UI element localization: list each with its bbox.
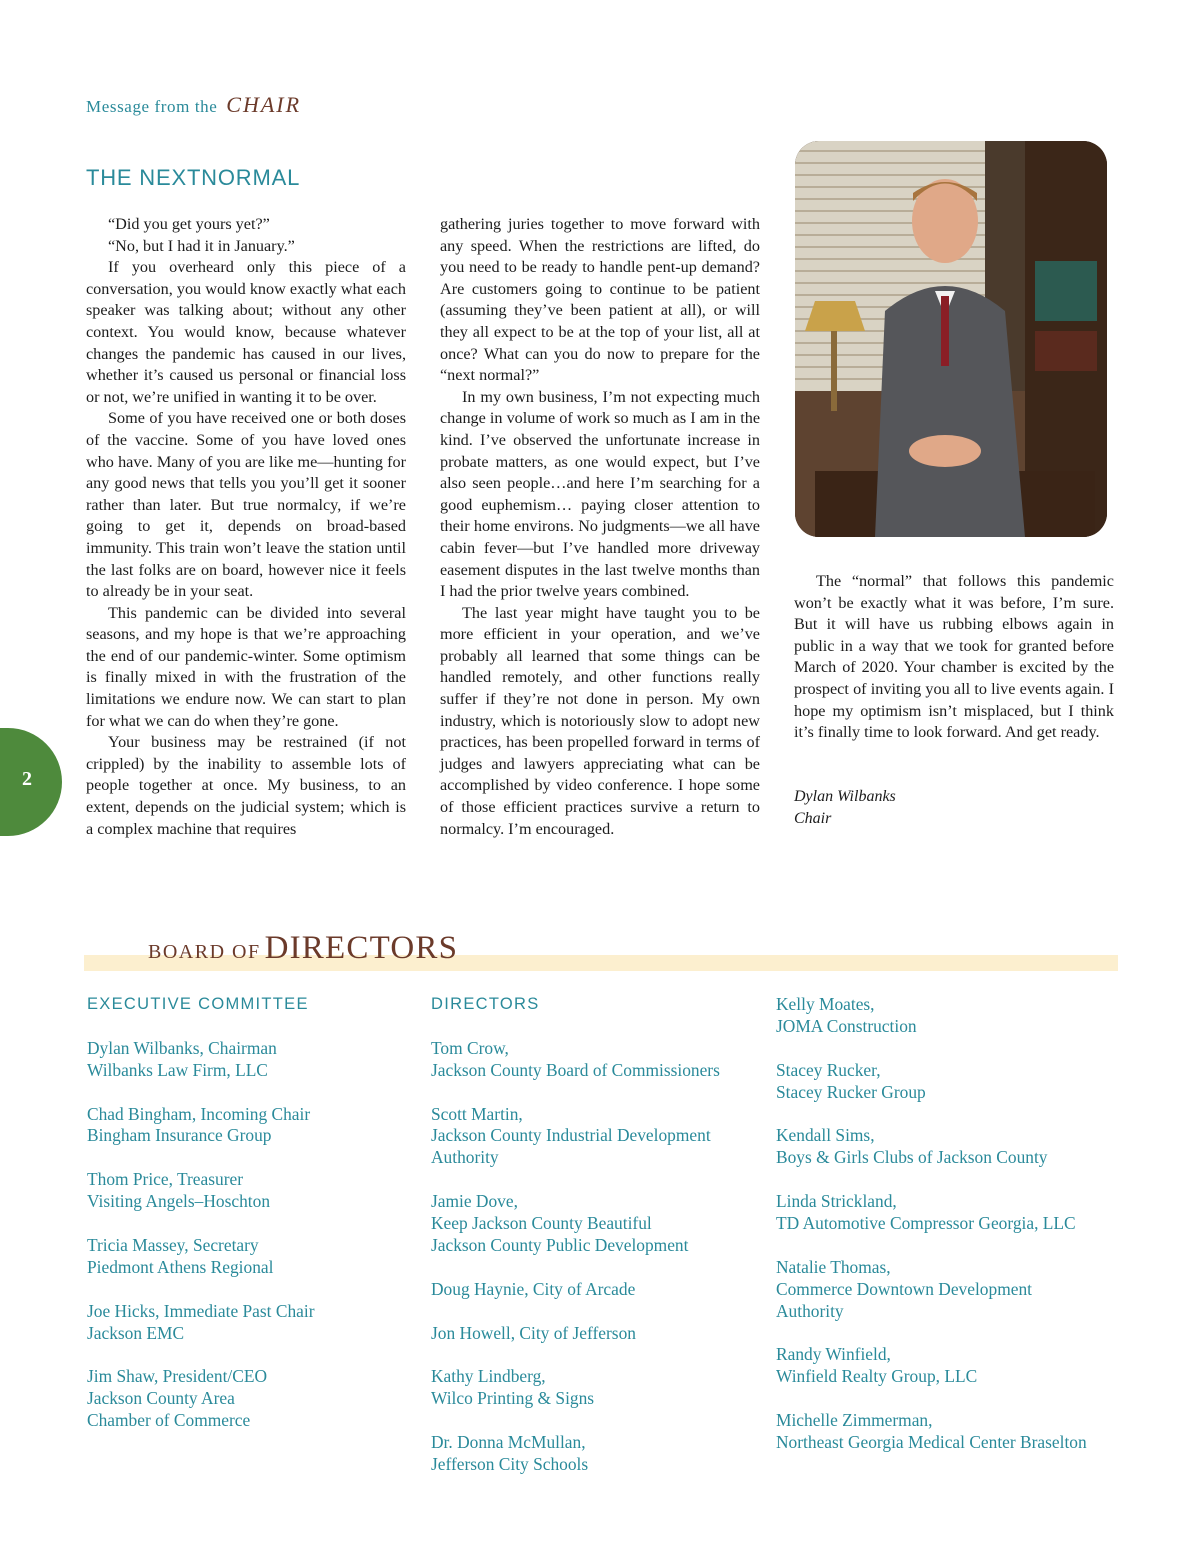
board-member-affiliation: Chamber of Commerce <box>87 1410 251 1431</box>
board-member-affiliation: Authority <box>431 1147 499 1168</box>
board-member-name: Dylan Wilbanks, Chairman <box>87 1037 277 1058</box>
header-prefix: Message from the <box>86 97 218 116</box>
paragraph: This pandemic can be divided into several seasons, and my hope is that we’re approaching the end of our pandemic-winter. Some optimism is finally mixed in with the frustration of the limitations we endure now. We can start to plan for what we can do when they’re gone. <box>86 603 406 730</box>
board-member-affiliation: Jefferson City Schools <box>431 1453 589 1474</box>
board-member-affiliation: Stacey Rucker Group <box>776 1081 926 1102</box>
board-member-entry <box>431 1038 771 1082</box>
board-member-name: Natalie Thomas, <box>776 1256 891 1277</box>
board-member-affiliation: TD Automotive Compressor Georgia, LLC <box>776 1213 1076 1234</box>
board-member-affiliation: Visiting Angels–Hoschton <box>87 1191 271 1212</box>
signature-title: Chair <box>794 809 832 827</box>
board-member-entry <box>431 1432 771 1476</box>
board-title-small: BOARD OF <box>148 941 261 963</box>
board-title <box>148 930 458 967</box>
executive-committee-list <box>87 1038 427 1432</box>
board-member-name: Scott Martin, <box>431 1103 523 1124</box>
board-member-entry <box>87 1235 427 1279</box>
board-member-affiliation: Jackson County Public Development <box>431 1234 689 1255</box>
board-member-affiliation: Winfield Realty Group, LLC <box>776 1366 978 1387</box>
section-header <box>86 92 301 118</box>
board-member-entry <box>431 1104 771 1170</box>
executive-committee-column <box>87 994 427 1454</box>
board-member-name: Tricia Massey, Secretary <box>87 1234 259 1255</box>
board-member-name: Randy Winfield, <box>776 1344 891 1365</box>
board-member-entry <box>87 1366 427 1432</box>
header-chair-word: CHAIR <box>226 92 302 117</box>
paragraph: The “normal” that follows this pandemic won’t be exactly what it was before, I’m sure. But it will have us rubbing elbows again in public in a way that we took for granted before March of 2020. Your chamber is excited by the prospect of inviting you all to live events again. I hope my optimism isn’t misplaced, but I think it’s finally time to look forward. And get ready. <box>794 572 1114 742</box>
directors-heading: DIRECTORS <box>431 995 540 1013</box>
paragraph: Some of you have received one or both doses of the vaccine. Some of you have loved ones who have. Many of you are like me—hunting for any good news that tells you you’ll get it sooner rather than later. But true normalcy, if we’re going to get it, depends on broad-based immunity. This train won’t leave the station until the last folks are on board, however nice it feels to already be in your seat. <box>86 409 406 601</box>
board-member-affiliation: Keep Jackson County Beautiful <box>431 1213 652 1234</box>
board-member-name: Stacey Rucker, <box>776 1059 881 1080</box>
directors-column-continued <box>776 994 1116 1476</box>
board-member-name: Jamie Dove, <box>431 1191 518 1212</box>
paragraph: “Did you get yours yet?” <box>108 215 270 233</box>
board-member-entry <box>776 1257 1116 1323</box>
board-member-affiliation: Piedmont Athens Regional <box>87 1256 274 1277</box>
paragraph: Your business may be restrained (if not crippled) by the inability to assemble lots of people together at once. My business, to an extent, depends on the judicial system; which is a complex machine that requires <box>86 733 406 838</box>
board-member-entry <box>431 1279 771 1301</box>
board-member-name: Jim Shaw, President/CEO <box>87 1366 268 1387</box>
board-member-entry <box>431 1366 771 1410</box>
article-column-1 <box>86 214 406 840</box>
directors-list-continued <box>776 994 1116 1454</box>
chair-portrait-photo <box>795 141 1107 537</box>
board-member-name: Tom Crow, <box>431 1037 509 1058</box>
board-member-affiliation: Authority <box>776 1300 844 1321</box>
board-member-affiliation: Jackson County Industrial Development <box>431 1125 711 1146</box>
board-member-entry <box>87 1301 427 1345</box>
board-member-entry <box>776 994 1116 1038</box>
board-member-affiliation: Bingham Insurance Group <box>87 1125 272 1146</box>
article-column-3 <box>794 571 1114 744</box>
board-member-entry <box>776 1060 1116 1104</box>
signature <box>794 786 896 829</box>
board-member-name: Doug Haynie, City of Arcade <box>431 1278 636 1299</box>
board-member-entry <box>776 1344 1116 1388</box>
board-member-affiliation: Jackson County Area <box>87 1388 235 1409</box>
paragraph: gathering juries together to move forward with any speed. When the restrictions are lifted, do you need to be ready to handle pent-up demand? Are customers going to continue to be patient (assuming they’ve been patient at all), or will they all expect to be at the top of your list, all at once? What can you do now to prepare for the “next normal?” <box>440 215 760 385</box>
paragraph: In my own business, I’m not expecting much change in volume of work so much as I am in the kind. I’ve observed the unfortunate increase in probate matters, as one would expect, but I’ve also seen people…and here I’m searching for a good euphemism… paying closer attention to their home environs. No judgments—we all have cabin fever—but I’ve handled more driveway easement disputes in the last twelve months than I had the prior twelve years combined. <box>440 387 760 601</box>
board-member-affiliation: Boys & Girls Clubs of Jackson County <box>776 1147 1048 1168</box>
board-title-big: DIRECTORS <box>264 930 459 966</box>
board-member-entry <box>87 1104 427 1148</box>
board-member-affiliation: Jackson EMC <box>87 1322 185 1343</box>
board-member-name: Kathy Lindberg, <box>431 1366 546 1387</box>
paragraph: “No, but I had it in January.” <box>108 236 295 255</box>
board-member-name: Chad Bingham, Incoming Chair <box>87 1103 311 1124</box>
page-number: 2 <box>22 768 32 790</box>
board-member-entry <box>87 1038 427 1082</box>
board-member-affiliation: JOMA Construction <box>776 1015 917 1036</box>
board-member-name: Joe Hicks, Immediate Past Chair <box>87 1300 315 1321</box>
board-member-affiliation: Jackson County Board of Commissioners <box>431 1059 720 1080</box>
board-member-affiliation: Wilbanks Law Firm, LLC <box>87 1059 268 1080</box>
paragraph: The last year might have taught you to be more efficient in your operation, and we’ve probably all learned that some things can be handled remotely, and other functions really suffer if they’re not done in person. My own industry, which is notoriously slow to adopt new practices, has been propelled forward in terms of judges and lawyers appreciating what can be accomplished by video conference. I hope some of those efficient practices survive a return to normalcy. I’m encouraged. <box>440 603 760 838</box>
board-member-affiliation: Northeast Georgia Medical Center Braselton <box>776 1432 1087 1453</box>
article-column-2 <box>440 214 760 840</box>
board-member-affiliation: Wilco Printing & Signs <box>431 1388 595 1409</box>
board-member-entry <box>431 1323 771 1345</box>
board-member-name: Jon Howell, City of Jefferson <box>431 1322 636 1343</box>
executive-committee-heading: EXECUTIVE COMMITTEE <box>87 995 309 1013</box>
article-title: THE NEXTNORMAL <box>86 165 301 190</box>
board-member-entry <box>87 1169 427 1213</box>
board-member-name: Dr. Donna McMullan, <box>431 1432 586 1453</box>
directors-list <box>431 1038 771 1476</box>
board-member-entry <box>776 1125 1116 1169</box>
board-member-name: Kendall Sims, <box>776 1125 875 1146</box>
paragraph: If you overheard only this piece of a conversation, you would know exactly what each speaker was talking about; without any other context. You would know, because whatever changes the pandemic has caused in our lives, whether it’s caused us personal or financial loss or not, we’re unified in wanting it to be over. <box>86 258 406 406</box>
board-member-name: Michelle Zimmerman, <box>776 1410 933 1431</box>
board-member-entry <box>776 1191 1116 1235</box>
board-member-affiliation: Commerce Downtown Development <box>776 1278 1032 1299</box>
signature-name: Dylan Wilbanks <box>794 788 896 805</box>
board-member-name: Linda Strickland, <box>776 1191 897 1212</box>
board-member-entry <box>431 1191 771 1257</box>
board-member-entry <box>776 1410 1116 1454</box>
board-member-name: Thom Price, Treasurer <box>87 1169 244 1190</box>
board-member-name: Kelly Moates, <box>776 994 875 1014</box>
directors-column <box>431 994 771 1498</box>
